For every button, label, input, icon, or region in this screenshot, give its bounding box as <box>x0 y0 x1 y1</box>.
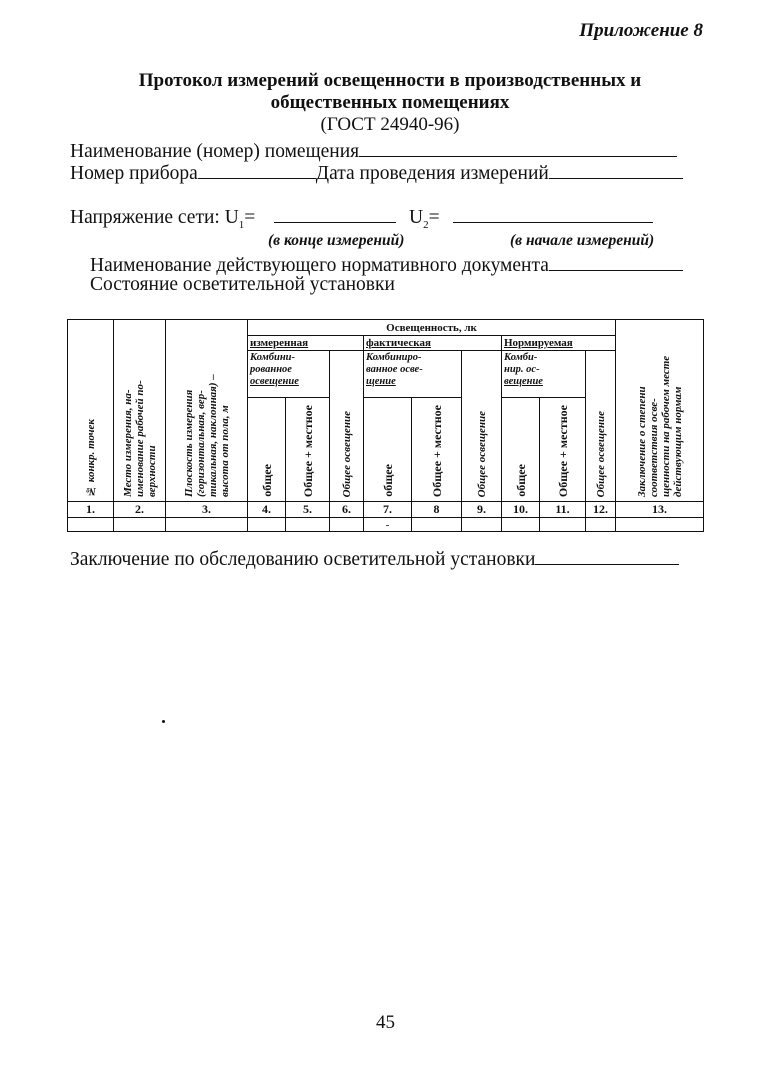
col-number: 8 <box>412 502 462 518</box>
header-normalized: Нормируемая <box>502 336 616 351</box>
col-number: 6. <box>330 502 364 518</box>
col-number: 9. <box>462 502 502 518</box>
measurement-date-blank[interactable] <box>549 160 683 179</box>
hint-start-of-measurements: (в начале измерений) <box>510 232 655 249</box>
col-number: 11. <box>540 502 586 518</box>
header-point-no: № конкр. точек <box>68 320 114 502</box>
col-number: 5. <box>286 502 330 518</box>
combined-measured: Комбини- рованное освещение <box>248 351 330 398</box>
conclusion-field <box>70 546 679 571</box>
table-cell[interactable] <box>412 518 462 532</box>
table-cell[interactable] <box>586 518 616 532</box>
header-measured: измеренная <box>248 336 364 351</box>
col-number: 7. <box>364 502 412 518</box>
table-cell[interactable] <box>248 518 286 532</box>
measurement-date-label: Дата проведения измерений <box>315 163 549 184</box>
u2-equals: = <box>428 207 440 228</box>
table-cell[interactable] <box>330 518 364 532</box>
table-cell[interactable] <box>166 518 248 532</box>
device-date-field <box>70 160 683 185</box>
normalized-general-lighting: Общее освещение <box>586 351 616 502</box>
voltage-label: Напряжение сети: U <box>70 207 239 228</box>
u1-equals: = <box>244 207 256 228</box>
u2-label: U <box>409 207 424 228</box>
u2-blank[interactable] <box>453 204 653 223</box>
col-number: 2. <box>114 502 166 518</box>
header-place: Место измерения, на-именование рабочей по-верхности <box>114 320 166 502</box>
table-cell[interactable] <box>462 518 502 532</box>
combined-actual: Комбиниро- ванное осве- щение <box>364 351 462 398</box>
table-cell[interactable]: - <box>364 518 412 532</box>
actual-general: общее <box>364 398 412 502</box>
col-number: 12. <box>586 502 616 518</box>
col-number: 4. <box>248 502 286 518</box>
document-title-line1: Протокол измерений освещенности в производственных и <box>138 70 642 91</box>
header-conclusion: Заключение о степени соответствия осве-щенности на рабочем месте действующим нормам <box>616 320 704 502</box>
device-number-label: Номер прибора <box>70 163 198 184</box>
page-number: 45 <box>376 1012 395 1033</box>
header-illuminance: Освещенность, лк <box>248 320 616 336</box>
actual-general-lighting: Общее освещение <box>462 351 502 502</box>
header-actual: фактическая <box>364 336 502 351</box>
header-plane: Плоскость измерения (горизонтальная, вер-тикальная, наклонная) – высота от пола, м <box>166 320 248 502</box>
room-name-blank[interactable] <box>359 138 677 157</box>
col-number: 13. <box>616 502 704 518</box>
table-row <box>68 518 704 532</box>
measurement-table <box>67 319 704 532</box>
conclusion-blank[interactable] <box>535 546 679 565</box>
table-cell[interactable] <box>68 518 114 532</box>
voltage-field <box>70 204 653 231</box>
measured-general-local: Общее + местное <box>286 398 330 502</box>
normalized-general: общее <box>502 398 540 502</box>
u1-blank[interactable] <box>274 204 396 223</box>
room-name-label: Наименование (номер) помещения <box>70 141 360 162</box>
table-cell[interactable] <box>502 518 540 532</box>
u2-subscript: 2 <box>423 218 429 231</box>
u1-subscript: 1 <box>238 218 245 231</box>
normalized-general-local: Общее + местное <box>540 398 586 502</box>
table-cell[interactable] <box>114 518 166 532</box>
device-number-blank[interactable] <box>198 160 316 179</box>
measured-general-lighting: Общее освещение <box>330 351 364 502</box>
standard-reference: (ГОСТ 24940-96) <box>320 114 460 135</box>
col-number: 10. <box>502 502 540 518</box>
column-numbers-row <box>68 502 704 518</box>
combined-normalized: Комби- нир. ос- вещение <box>502 351 586 398</box>
normative-doc-blank[interactable] <box>549 252 683 271</box>
table-cell[interactable] <box>616 518 704 532</box>
conclusion-label: Заключение по обследованию осветительной установки <box>70 549 536 570</box>
appendix-label: Приложение 8 <box>579 20 703 41</box>
document-title-line2: общественных помещениях <box>270 92 510 113</box>
stray-mark <box>162 720 165 723</box>
actual-general-local: Общее + местное <box>412 398 462 502</box>
normative-doc-label: Наименование действующего нормативного документа <box>90 255 549 276</box>
col-number: 1. <box>68 502 114 518</box>
table-cell[interactable] <box>540 518 586 532</box>
hint-end-of-measurements: (в конце измерений) <box>268 232 405 249</box>
col-number: 3. <box>166 502 248 518</box>
table-cell[interactable] <box>286 518 330 532</box>
installation-state-label: Состояние осветительной установки <box>90 274 395 295</box>
measured-general: общее <box>248 398 286 502</box>
